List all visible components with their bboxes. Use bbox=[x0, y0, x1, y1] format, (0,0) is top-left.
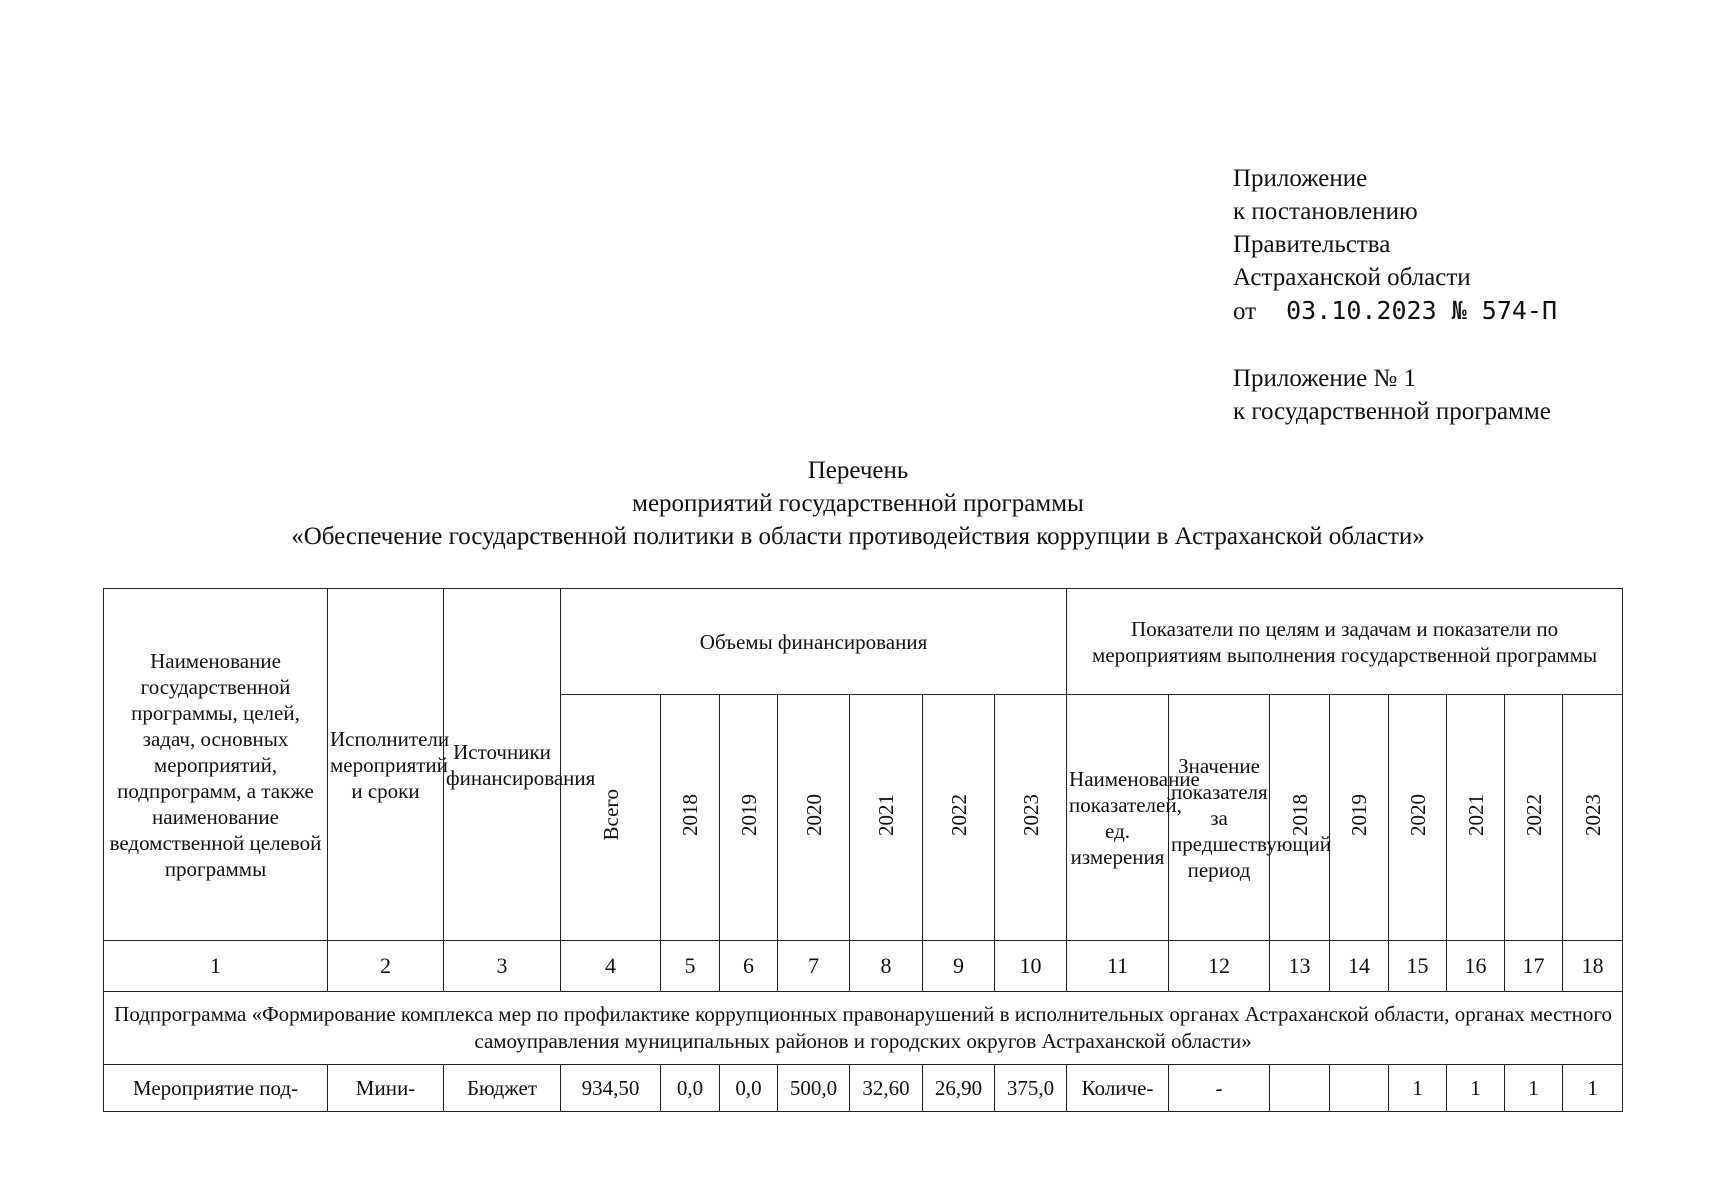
header-indicators-group: Показатели по целям и задачам и показатели по мероприятиям выполнения государственной программы bbox=[1067, 589, 1623, 695]
document-title bbox=[100, 454, 1616, 553]
cell-indicator-2018 bbox=[1270, 1065, 1330, 1112]
cell-funding-2023: 375,0 bbox=[995, 1065, 1067, 1112]
header-indicator-year-label: 2018 bbox=[1287, 793, 1312, 836]
header-funding-year-label: 2018 bbox=[678, 793, 702, 836]
approval-line-4: Астраханской области bbox=[1233, 264, 1471, 291]
column-number: 1 bbox=[104, 941, 328, 992]
column-number: 14 bbox=[1330, 941, 1389, 992]
cell-executors: Мини- bbox=[328, 1065, 444, 1112]
column-number: 2 bbox=[328, 941, 444, 992]
header-funding-total-label: Всего bbox=[598, 788, 623, 841]
approval-line-2: к постановлению bbox=[1233, 198, 1418, 225]
header-funding-year-label: 2023 bbox=[1018, 793, 1043, 836]
header-indicator-year-2018 bbox=[1270, 695, 1330, 941]
column-number: 16 bbox=[1447, 941, 1505, 992]
column-number: 11 bbox=[1067, 941, 1169, 992]
column-number: 3 bbox=[444, 941, 561, 992]
header-indicator-year-2020 bbox=[1389, 695, 1447, 941]
appendix-line-2: к государственной программе bbox=[1233, 398, 1551, 425]
column-number: 13 bbox=[1270, 941, 1330, 992]
column-number: 9 bbox=[923, 941, 995, 992]
measures-table bbox=[103, 588, 1623, 1112]
header-funding-group: Объемы финансирования bbox=[561, 589, 1067, 695]
header-indicator-year-2022 bbox=[1505, 695, 1563, 941]
approval-block bbox=[1233, 162, 1557, 328]
header-funding-year-2023 bbox=[995, 695, 1067, 941]
column-number: 10 bbox=[995, 941, 1067, 992]
cell-indicator-2019 bbox=[1330, 1065, 1389, 1112]
header-col-executors: Исполнители мероприятий и сроки bbox=[328, 589, 444, 941]
appendix-block bbox=[1233, 362, 1551, 428]
header-indicator-year-label: 2019 bbox=[1347, 793, 1372, 836]
column-number: 12 bbox=[1169, 941, 1270, 992]
header-funding-year-label: 2019 bbox=[736, 793, 761, 836]
header-indicator-year-label: 2022 bbox=[1521, 793, 1546, 836]
cell-funding-2021: 32,60 bbox=[850, 1065, 923, 1112]
cell-source: Бюджет bbox=[444, 1065, 561, 1112]
header-funding-total bbox=[561, 695, 661, 941]
cell-funding-2020: 500,0 bbox=[778, 1065, 850, 1112]
cell-indicator-2020: 1 bbox=[1389, 1065, 1447, 1112]
header-indicator-prev: Значение показателя за предшествующий период bbox=[1169, 695, 1270, 941]
header-indicator-year-label: 2020 bbox=[1405, 793, 1430, 836]
column-number: 6 bbox=[720, 941, 778, 992]
header-indicator-year-label: 2021 bbox=[1463, 793, 1488, 836]
approval-date-prefix: от bbox=[1233, 298, 1257, 325]
approval-line-3: Правительства bbox=[1233, 231, 1391, 258]
header-indicator-year-label: 2023 bbox=[1580, 793, 1605, 836]
header-funding-year-2022 bbox=[923, 695, 995, 941]
header-col-name: Наименование государственной программы, целей, задач, основных мероприятий, подпрограмм, а также наименование ведомственной целевой программы bbox=[104, 589, 328, 941]
cell-indicator-2021: 1 bbox=[1447, 1065, 1505, 1112]
cell-funding-2019: 0,0 bbox=[720, 1065, 778, 1112]
header-funding-year-label: 2021 bbox=[874, 793, 898, 836]
column-number: 4 bbox=[561, 941, 661, 992]
cell-indicator-name: Количе- bbox=[1067, 1065, 1169, 1112]
appendix-line-1: Приложение № 1 bbox=[1233, 365, 1417, 392]
header-indicator-year-2021 bbox=[1447, 695, 1505, 941]
approval-line-1: Приложение bbox=[1233, 165, 1368, 192]
column-numbers-row bbox=[104, 941, 1623, 992]
header-indicator-year-2023 bbox=[1563, 695, 1623, 941]
title-line-2: мероприятий государственной программы bbox=[632, 490, 1084, 517]
cell-indicator-2023: 1 bbox=[1563, 1065, 1623, 1112]
cell-indicator-2022: 1 bbox=[1505, 1065, 1563, 1112]
header-indicator-year-2019 bbox=[1330, 695, 1389, 941]
cell-funding-2018: 0,0 bbox=[661, 1065, 720, 1112]
cell-indicator-prev: - bbox=[1169, 1065, 1270, 1112]
column-number: 5 bbox=[661, 941, 720, 992]
approval-date-line bbox=[1233, 294, 1557, 328]
header-funding-year-2019 bbox=[720, 695, 778, 941]
column-number: 8 bbox=[850, 941, 923, 992]
header-funding-year-2018 bbox=[661, 695, 720, 941]
header-funding-year-label: 2020 bbox=[801, 793, 826, 836]
header-funding-year-label: 2022 bbox=[946, 793, 971, 836]
cell-funding-2022: 26,90 bbox=[923, 1065, 995, 1112]
title-line-3: «Обеспечение государственной политики в области противодействия коррупции в Астраханской области» bbox=[291, 523, 1425, 550]
column-number: 15 bbox=[1389, 941, 1447, 992]
column-number: 18 bbox=[1563, 941, 1623, 992]
cell-measure-name: Мероприятие под- bbox=[104, 1065, 328, 1112]
approval-date-value: 03.10.2023 № 574-П bbox=[1286, 296, 1558, 325]
header-col-sources: Источники финансирования bbox=[444, 589, 561, 941]
subprogram-title: Подпрограмма «Формирование комплекса мер по профилактике коррупционных правонарушений в исполнительных органах Астраханской области, органах местного самоуправления муниципальных районов и городских округов Астраханской области» bbox=[104, 992, 1623, 1065]
header-indicator-name: Наименование показателей, ед. измерения bbox=[1067, 695, 1169, 941]
header-funding-year-2021 bbox=[850, 695, 923, 941]
header-funding-year-2020 bbox=[778, 695, 850, 941]
title-line-1: Перечень bbox=[807, 457, 909, 484]
cell-funding-total: 934,50 bbox=[561, 1065, 661, 1112]
column-number: 7 bbox=[778, 941, 850, 992]
column-number: 17 bbox=[1505, 941, 1563, 992]
subprogram-row bbox=[104, 992, 1623, 1065]
table-row bbox=[104, 1065, 1623, 1112]
